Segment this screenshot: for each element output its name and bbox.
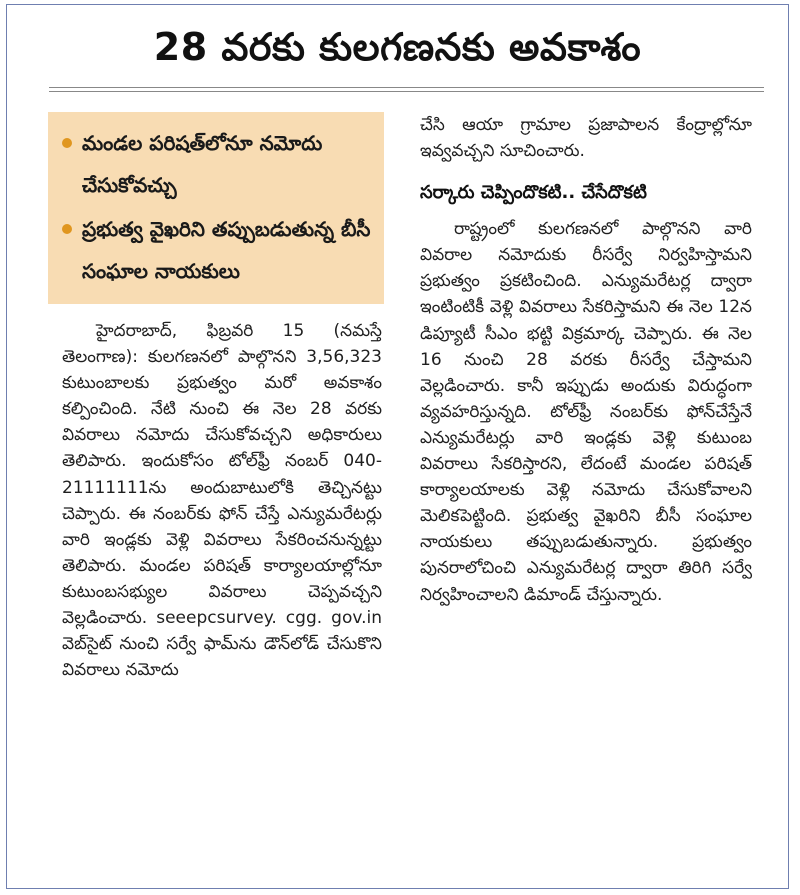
highlight-text: మండల పరిషత్‌లోనూ నమోదు చేసుకోవచ్చు [82, 131, 323, 197]
highlights-box [48, 112, 384, 304]
article-left-column [62, 318, 382, 683]
article-paragraph: రాష్ట్రంలో కులగణనలో పాల్గొనని వారి వివరాల నమోదుకు రీసర్వే నిర్వహిస్తామని ప్రభుత్వం ప్రకటించింది. ఎన్యుమరేటర్ల ద్వారా ఇంటింటికీ వెళ్లి వివరాలు సేకరిస్తామని ఈ నెల 12న డిప్యూటీ సీఎం భట్టి విక్రమార్క చెప్పారు. ఈ నెల 16 నుంచి 28 వరకు రీసర్వే చేస్తామని వెల్లడించారు. కానీ ఇప్పుడు అందుకు విరుద్ధంగా వ్యవహరిస్తున్నది. టోల్‌ఫ్రీ నంబర్‌కు ఫోన్‌చేస్తేనే ఎన్యుమరేటర్లు వారి ఇండ్లకు వెళ్లి కుటుంబ వివరాలు సేకరిస్తారని, లేదంటే మండల పరిషత్ కార్యాలయాలకు వెళ్లి నమోదు చేసుకోవాలని మెలికపెట్టింది. ప్రభుత్వ వైఖరిని బీసీ సంఘాల నాయకులు తప్పుబడుతున్నారు. ప్రభుత్వం పునరాలోచించి ఎన్యుమరేటర్ల ద్వారా తిరిగి సర్వే నిర్వహించాలని డిమాండ్ చేస్తున్నారు. [420, 219, 752, 605]
headline-rule-bottom [49, 91, 764, 92]
article-paragraph: హైదరాబాద్, ఫిబ్రవరి 15 (నమస్తే తెలంగాణ): కులగణనలో పాల్గొనని 3,56,323 కుటుంబాలకు ప్రభుత్వం మరో అవకాశం కల్పించింది. నేటి నుంచి ఈ నెల 28 వరకు వివరాలు నమోదు చేసుకోవచ్చని అధికారులు తెలిపారు. ఇందుకోసం టోల్‌ఫ్రీ నంబర్ 040-21111111ను అందుబాటులోకి తెచ్చినట్టు చెప్పారు. ఈ నంబర్‌కు ఫోన్ చేస్తే ఎన్యుమరేటర్లు వారి ఇండ్లకు వెళ్లి వివరాలు సేకరించనున్నట్టు తెలిపారు. మండల పరిషత్ కార్యాలయాల్లోనూ కుటుంబసభ్యుల వివరాలు చెప్పవచ్చని వెల్లడించారు. seeepcsurvey. cgg. gov.in వెబ్‌సైట్ నుంచి సర్వే ఫామ్‌ను డౌన్‌లోడ్ చేసుకొని వివరాలు నమోదు [62, 321, 382, 681]
bullet-icon [62, 138, 72, 148]
bullet-icon [62, 224, 72, 234]
article-right-column [420, 112, 752, 608]
highlight-text: ప్రభుత్వ వైఖరిని తప్పుబడుతున్న బీసీ సంఘాల నాయకులు [82, 217, 371, 283]
article-paragraph-continuation: చేసి ఆయా గ్రామాల ప్రజాపాలన కేంద్రాల్లోనూ ఇవ్వవచ్చని సూచించారు. [420, 115, 752, 162]
headline-rule-top [49, 87, 764, 88]
section-subheading: సర్కారు చెప్పిందొకటి.. చేసేదొకటి [420, 182, 647, 204]
headline: 28 వరకు కులగణనకు అవకాశం [153, 25, 642, 69]
